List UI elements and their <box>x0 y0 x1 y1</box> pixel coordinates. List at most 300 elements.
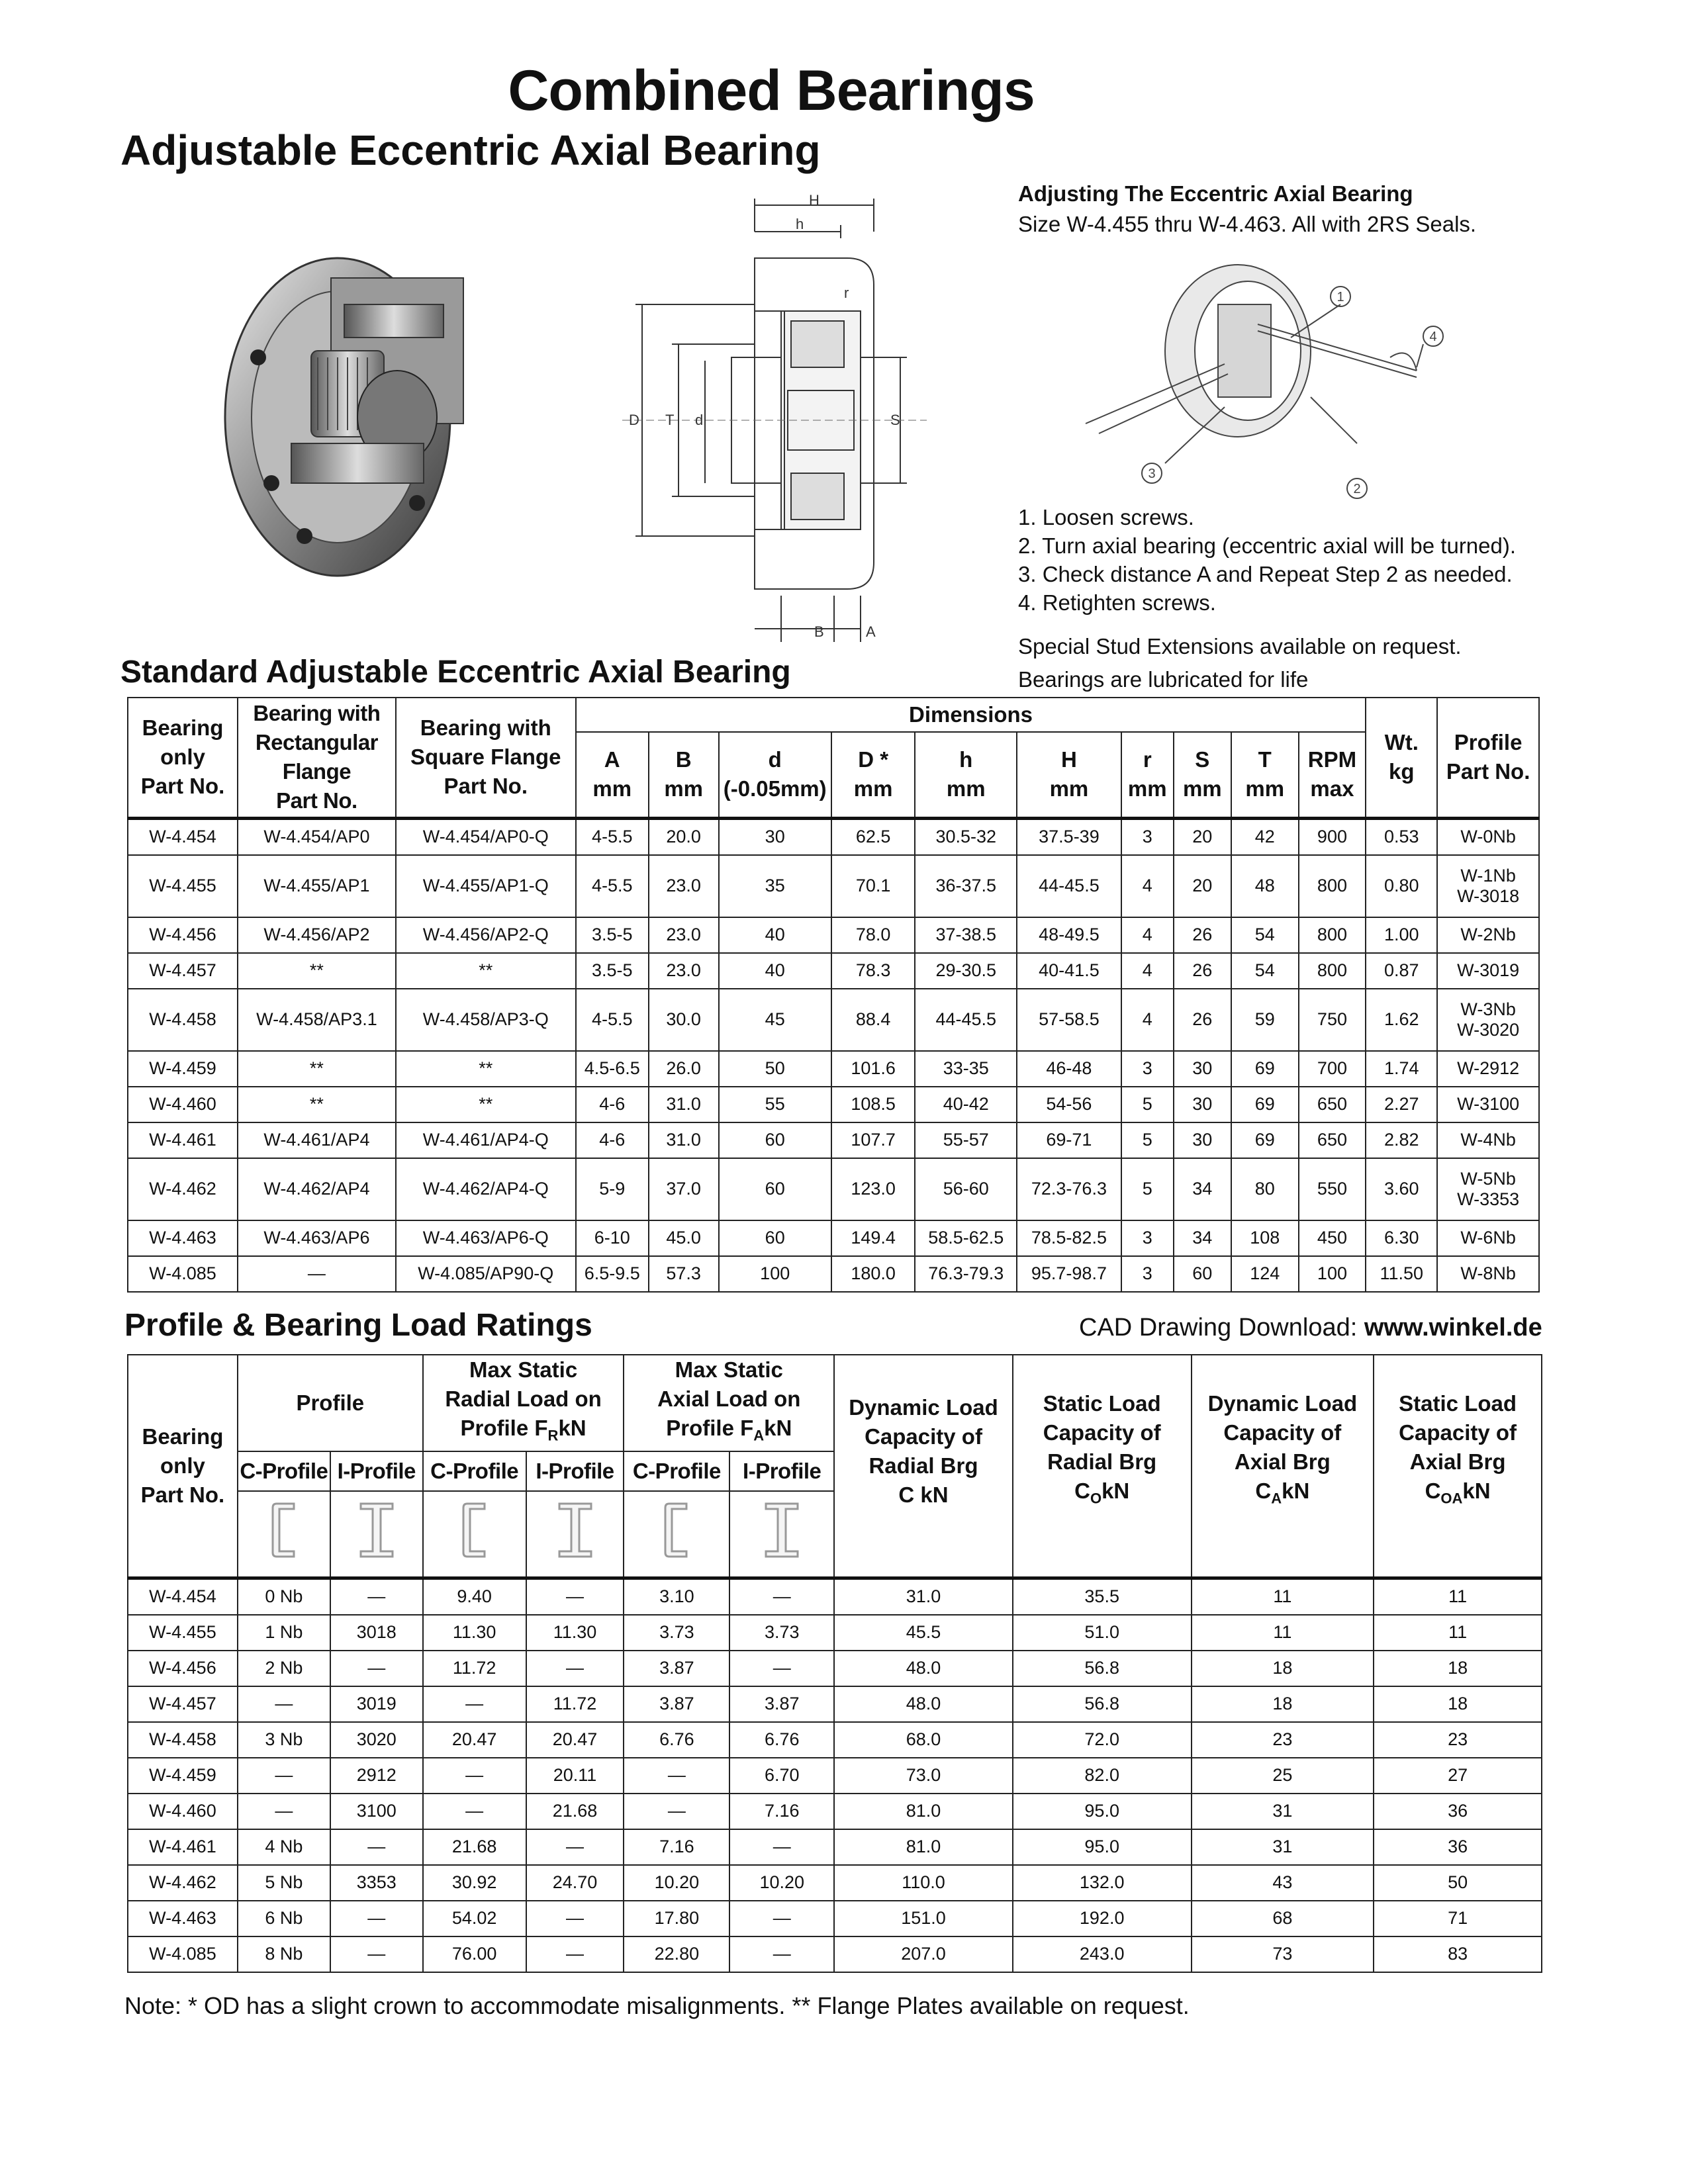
table-cell: W-4.458/AP3.1 <box>238 989 396 1051</box>
table-row <box>128 1158 1539 1220</box>
table-cell: 10.20 <box>729 1865 834 1901</box>
table-cell: 57.3 <box>649 1256 719 1292</box>
table-cell: 800 <box>1299 953 1366 989</box>
table-cell: 5 Nb <box>238 1865 330 1901</box>
table-cell: 151.0 <box>834 1901 1013 1936</box>
table-row <box>128 855 1539 917</box>
table-cell: 69 <box>1231 1122 1299 1158</box>
cad-link[interactable]: www.winkel.de <box>1364 1314 1542 1342</box>
header-T: T mm <box>1231 732 1299 818</box>
table-cell: — <box>624 1758 729 1794</box>
table-cell: 132.0 <box>1013 1865 1192 1901</box>
table-cell: W-4.456 <box>128 1651 238 1686</box>
lubrication-note: Bearings are lubricated for life <box>1018 667 1309 692</box>
table-cell: 56-60 <box>915 1158 1017 1220</box>
table-cell: — <box>423 1758 526 1794</box>
table-cell: 54-56 <box>1017 1087 1121 1122</box>
adjusting-subheading: Size W-4.455 thru W-4.463. All with 2RS Seals. <box>1018 212 1477 236</box>
table-cell: 48.0 <box>834 1686 1013 1722</box>
c-profile-icon <box>423 1491 526 1578</box>
table-row <box>128 1122 1539 1158</box>
table-cell: — <box>526 1651 624 1686</box>
table-cell: 149.4 <box>831 1220 915 1256</box>
table-cell: 69-71 <box>1017 1122 1121 1158</box>
table-cell: 110.0 <box>834 1865 1013 1901</box>
table-cell: ** <box>238 1087 396 1122</box>
table-cell: — <box>729 1578 834 1615</box>
table-cell: 50 <box>1374 1865 1542 1901</box>
table-cell: 54.02 <box>423 1901 526 1936</box>
table-cell: — <box>526 1936 624 1972</box>
table-cell: W-3100 <box>1437 1087 1539 1122</box>
table-cell: 27 <box>1374 1758 1542 1794</box>
table-cell: — <box>330 1901 423 1936</box>
table-cell: 30.0 <box>649 989 719 1051</box>
table-cell: 7.16 <box>624 1829 729 1865</box>
table-cell: 6.5-9.5 <box>576 1256 649 1292</box>
table-cell: 11 <box>1374 1615 1542 1651</box>
table-cell: 45.0 <box>649 1220 719 1256</box>
table-cell: 0.80 <box>1366 855 1437 917</box>
table-cell: 4-6 <box>576 1122 649 1158</box>
table-cell: — <box>526 1829 624 1865</box>
table-cell: 57-58.5 <box>1017 989 1121 1051</box>
footnote: Note: * OD has a slight crown to accommodate misalignments. ** Flange Plates available on request. <box>124 1992 1190 2019</box>
header-rpm: RPM max <box>1299 732 1366 818</box>
table-cell: 30.92 <box>423 1865 526 1901</box>
callout-2: 2 <box>1353 482 1361 496</box>
table-cell: 25 <box>1192 1758 1374 1794</box>
adjusting-notes <box>1018 630 1462 696</box>
table-cell: 46-48 <box>1017 1051 1121 1087</box>
header-i-profile: I-Profile <box>330 1451 423 1491</box>
table-cell: 11 <box>1192 1615 1374 1651</box>
table-cell: 3 <box>1121 1051 1174 1087</box>
table-cell: 76.3-79.3 <box>915 1256 1017 1292</box>
table-cell: 48-49.5 <box>1017 917 1121 953</box>
table-cell: 18 <box>1192 1651 1374 1686</box>
table-cell: 21.68 <box>526 1794 624 1829</box>
table-cell: 62.5 <box>831 818 915 855</box>
table-cell: 78.3 <box>831 953 915 989</box>
table-cell: 4-5.5 <box>576 818 649 855</box>
table-cell: 3 <box>1121 1256 1174 1292</box>
table-cell: W-4.460 <box>128 1794 238 1829</box>
table-cell: 31.0 <box>649 1087 719 1122</box>
table-cell: 5 <box>1121 1158 1174 1220</box>
table-cell: 42 <box>1231 818 1299 855</box>
table-cell: 78.0 <box>831 917 915 953</box>
table-cell: 55 <box>719 1087 831 1122</box>
table-row <box>128 1220 1539 1256</box>
table-cell: 58.5-62.5 <box>915 1220 1017 1256</box>
table-cell: ** <box>238 953 396 989</box>
table-cell: W-4.457 <box>128 953 238 989</box>
table-cell: 40 <box>719 953 831 989</box>
table-cell: 78.5-82.5 <box>1017 1220 1121 1256</box>
table-cell: 450 <box>1299 1220 1366 1256</box>
table-cell: ** <box>396 1051 576 1087</box>
table-cell: W-4.461 <box>128 1829 238 1865</box>
table-cell: 6.76 <box>624 1722 729 1758</box>
callout-4: 4 <box>1429 330 1437 344</box>
table-cell: — <box>238 1686 330 1722</box>
table-cell: 23.0 <box>649 917 719 953</box>
table-cell: 20.47 <box>526 1722 624 1758</box>
table-cell: W-2Nb <box>1437 917 1539 953</box>
table-cell: 60 <box>719 1220 831 1256</box>
table-row <box>128 1829 1542 1865</box>
step-item: 4. Retighten screws. <box>1018 590 1216 615</box>
table-cell: 81.0 <box>834 1829 1013 1865</box>
table-cell: 35 <box>719 855 831 917</box>
table-cell: 20.11 <box>526 1758 624 1794</box>
table-row <box>128 1758 1542 1794</box>
table-cell: ** <box>396 1087 576 1122</box>
cad-download-note <box>1079 1314 1542 1342</box>
table-cell: W-4.462/AP4 <box>238 1158 396 1220</box>
table-cell: 31.0 <box>649 1122 719 1158</box>
table-cell: — <box>729 1829 834 1865</box>
dimensions-table <box>127 697 1540 1293</box>
table-cell: 243.0 <box>1013 1936 1192 1972</box>
table-cell: — <box>729 1936 834 1972</box>
adjusting-steps <box>1018 503 1516 617</box>
table-cell: 108.5 <box>831 1087 915 1122</box>
table-cell: W-4.456/AP2 <box>238 917 396 953</box>
load-ratings-table <box>127 1354 1542 1973</box>
table-cell: 44-45.5 <box>915 989 1017 1051</box>
table-row <box>128 1901 1542 1936</box>
table-cell: 72.0 <box>1013 1722 1192 1758</box>
table-cell: — <box>330 1829 423 1865</box>
header-bearing-only: Bearing only Part No. <box>128 1355 238 1578</box>
table-cell: 9.40 <box>423 1578 526 1615</box>
table-row <box>128 818 1539 855</box>
table-cell: 50 <box>719 1051 831 1087</box>
table-cell: 4 <box>1121 855 1174 917</box>
table-cell: 51.0 <box>1013 1615 1192 1651</box>
table-cell: — <box>526 1901 624 1936</box>
label-A: A <box>866 623 876 640</box>
table-cell: 3 Nb <box>238 1722 330 1758</box>
table-cell: W-8Nb <box>1437 1256 1539 1292</box>
table-cell: W-4.457 <box>128 1686 238 1722</box>
table-cell: 30 <box>719 818 831 855</box>
table-cell: 26.0 <box>649 1051 719 1087</box>
table-cell: — <box>729 1901 834 1936</box>
table-cell: 40 <box>719 917 831 953</box>
table-cell: W-4.458 <box>128 989 238 1051</box>
table-cell: W-4.460 <box>128 1087 238 1122</box>
table-cell: 43 <box>1192 1865 1374 1901</box>
c-profile-icon <box>624 1491 729 1578</box>
table-cell: 73 <box>1192 1936 1374 1972</box>
table-cell: 60 <box>719 1122 831 1158</box>
table-cell: 30 <box>1174 1122 1231 1158</box>
header-static-radial: Static Load Capacity of Radial Brg $C_OkN$ <box>1013 1355 1192 1578</box>
header-d: d (-0.05mm) <box>719 732 831 818</box>
table-cell: W-4.456 <box>128 917 238 953</box>
table-cell: 123.0 <box>831 1158 915 1220</box>
table-cell: 800 <box>1299 855 1366 917</box>
table-cell: 5-9 <box>576 1158 649 1220</box>
table-cell: 26 <box>1174 953 1231 989</box>
table-cell: 700 <box>1299 1051 1366 1087</box>
table-cell: 37-38.5 <box>915 917 1017 953</box>
i-profile-icon <box>729 1491 834 1578</box>
table-cell: 3019 <box>330 1686 423 1722</box>
header-max-axial: Max Static Axial Load on Profile $F_AkN$ <box>624 1355 834 1451</box>
table-cell: 650 <box>1299 1087 1366 1122</box>
table-cell: 11.50 <box>1366 1256 1437 1292</box>
table-cell: 1.62 <box>1366 989 1437 1051</box>
table-cell: 3353 <box>330 1865 423 1901</box>
table-row <box>128 917 1539 953</box>
table-cell: 192.0 <box>1013 1901 1192 1936</box>
table-cell: 0.53 <box>1366 818 1437 855</box>
table-cell: W-4.454 <box>128 1578 238 1615</box>
label-d: d <box>695 412 704 428</box>
table-cell: 22.80 <box>624 1936 729 1972</box>
table-cell: — <box>238 1794 330 1829</box>
table-cell: W-4.459 <box>128 1051 238 1087</box>
step-item: 3. Check distance A and Repeat Step 2 as needed. <box>1018 562 1513 586</box>
table-cell: 4-5.5 <box>576 989 649 1051</box>
table-cell: 21.68 <box>423 1829 526 1865</box>
table-cell: 37.5-39 <box>1017 818 1121 855</box>
table-cell: W-4.454/AP0-Q <box>396 818 576 855</box>
table-row <box>128 1865 1542 1901</box>
table-cell: 100 <box>1299 1256 1366 1292</box>
table-cell: 11 <box>1192 1578 1374 1615</box>
header-B: B mm <box>649 732 719 818</box>
table-cell: W-4.461 <box>128 1122 238 1158</box>
table-cell: ** <box>396 953 576 989</box>
table-cell: W-4.458 <box>128 1722 238 1758</box>
table-row <box>128 1578 1542 1615</box>
table-cell: 45 <box>719 989 831 1051</box>
table-cell: 5 <box>1121 1087 1174 1122</box>
table-cell: W-4.458/AP3-Q <box>396 989 576 1051</box>
header-A: A mm <box>576 732 649 818</box>
table-cell: 3020 <box>330 1722 423 1758</box>
header-bearing-only: Bearing only Part No. <box>128 698 238 818</box>
table-cell: 101.6 <box>831 1051 915 1087</box>
cad-prefix: CAD Drawing Download: <box>1079 1314 1364 1342</box>
header-c-profile: C-Profile <box>238 1451 330 1491</box>
table-cell: 5 <box>1121 1122 1174 1158</box>
table-cell: 48 <box>1231 855 1299 917</box>
table-cell: 750 <box>1299 989 1366 1051</box>
table-cell: 4 <box>1121 953 1174 989</box>
table-cell: 83 <box>1374 1936 1542 1972</box>
table-cell: 10.20 <box>624 1865 729 1901</box>
table-row <box>128 1722 1542 1758</box>
label-h: h <box>796 216 804 232</box>
label-B: B <box>814 623 824 640</box>
table-cell: ** <box>238 1051 396 1087</box>
header-dynamic-axial: Dynamic Load Capacity of Axial Brg $C_AkN$ <box>1192 1355 1374 1578</box>
table-cell: 6 Nb <box>238 1901 330 1936</box>
header-weight: Wt. kg <box>1366 698 1437 818</box>
table-cell: W-4.455 <box>128 855 238 917</box>
table-cell: 24.70 <box>526 1865 624 1901</box>
bearing-section-drawing <box>622 192 927 642</box>
table-cell: 108 <box>1231 1220 1299 1256</box>
stud-extension-note: Special Stud Extensions available on request. <box>1018 634 1462 659</box>
table-cell: 2.82 <box>1366 1122 1437 1158</box>
table-row <box>128 1087 1539 1122</box>
header-square-flange: Bearing with Square Flange Part No. <box>396 698 576 818</box>
table-cell: 70.1 <box>831 855 915 917</box>
header-profile: Profile <box>238 1355 423 1451</box>
label-T: T <box>665 412 675 428</box>
table-cell: — <box>238 1758 330 1794</box>
table-cell: 40-42 <box>915 1087 1017 1122</box>
adjusting-illustration <box>1072 245 1483 503</box>
table-cell: 30 <box>1174 1051 1231 1087</box>
page-subtitle: Adjustable Eccentric Axial Bearing <box>120 126 821 174</box>
table-cell: 95.0 <box>1013 1794 1192 1829</box>
table-cell: 45.5 <box>834 1615 1013 1651</box>
table-cell: 23 <box>1192 1722 1374 1758</box>
table-cell: 4-5.5 <box>576 855 649 917</box>
table-cell: 20 <box>1174 855 1231 917</box>
table-cell: 8 Nb <box>238 1936 330 1972</box>
table-cell: W-5Nb W-3353 <box>1437 1158 1539 1220</box>
table-cell: 800 <box>1299 917 1366 953</box>
table-cell: 18 <box>1374 1651 1542 1686</box>
page-title: Combined Bearings <box>508 59 1035 122</box>
table-cell: 72.3-76.3 <box>1017 1158 1121 1220</box>
table-cell: W-4.085/AP90-Q <box>396 1256 576 1292</box>
header-rect-flange: Bearing with Rectangular Flange Part No. <box>238 698 396 818</box>
table-cell: 6.76 <box>729 1722 834 1758</box>
table-cell: 3.87 <box>729 1686 834 1722</box>
table-cell: 60 <box>1174 1256 1231 1292</box>
table-cell: — <box>423 1686 526 1722</box>
table-cell: 56.8 <box>1013 1686 1192 1722</box>
table-cell: 95.0 <box>1013 1829 1192 1865</box>
table-cell: 30.5-32 <box>915 818 1017 855</box>
table-cell: — <box>423 1794 526 1829</box>
table-cell: — <box>624 1794 729 1829</box>
table-cell: 33-35 <box>915 1051 1017 1087</box>
table-cell: W-0Nb <box>1437 818 1539 855</box>
table-cell: W-4.463/AP6 <box>238 1220 396 1256</box>
table-cell: W-3019 <box>1437 953 1539 989</box>
table-row <box>128 1256 1539 1292</box>
table-cell: 36 <box>1374 1794 1542 1829</box>
table-cell: 69 <box>1231 1087 1299 1122</box>
callout-1: 1 <box>1336 290 1344 304</box>
table-cell: 68 <box>1192 1901 1374 1936</box>
table-cell: 20.0 <box>649 818 719 855</box>
table-row <box>128 1936 1542 1972</box>
header-i-profile: I-Profile <box>729 1451 834 1491</box>
table-cell: W-4.454/AP0 <box>238 818 396 855</box>
table-cell: 4 <box>1121 989 1174 1051</box>
table-cell: 69 <box>1231 1051 1299 1087</box>
table-cell: 81.0 <box>834 1794 1013 1829</box>
table-cell: 4 <box>1121 917 1174 953</box>
label-H: H <box>809 192 820 208</box>
table-cell: 3.87 <box>624 1651 729 1686</box>
table-cell: — <box>729 1651 834 1686</box>
table-cell: — <box>526 1578 624 1615</box>
label-r: r <box>844 285 849 301</box>
table-cell: W-4.463/AP6-Q <box>396 1220 576 1256</box>
table-cell: 37.0 <box>649 1158 719 1220</box>
header-H: H mm <box>1017 732 1121 818</box>
header-dimensions: Dimensions <box>576 698 1366 732</box>
header-h: h mm <box>915 732 1017 818</box>
table-cell: 6.30 <box>1366 1220 1437 1256</box>
table-cell: W-4.462 <box>128 1865 238 1901</box>
table-cell: — <box>330 1578 423 1615</box>
table-cell: 17.80 <box>624 1901 729 1936</box>
header-max-radial: Max Static Radial Load on Profile $F_RkN$ <box>423 1355 624 1451</box>
table-cell: 71 <box>1374 1901 1542 1936</box>
table-row <box>128 1615 1542 1651</box>
bearing-cutaway-photo <box>212 225 496 596</box>
table-cell: 54 <box>1231 953 1299 989</box>
table-cell: 100 <box>719 1256 831 1292</box>
table-cell: — <box>330 1936 423 1972</box>
table-cell: 54 <box>1231 917 1299 953</box>
table-cell: 3.73 <box>729 1615 834 1651</box>
table-cell: 180.0 <box>831 1256 915 1292</box>
table-cell: 650 <box>1299 1122 1366 1158</box>
table-cell: W-4.455 <box>128 1615 238 1651</box>
table-cell: 36-37.5 <box>915 855 1017 917</box>
table-cell: 3018 <box>330 1615 423 1651</box>
table-cell: 1 Nb <box>238 1615 330 1651</box>
table-cell: 2912 <box>330 1758 423 1794</box>
table-row <box>128 1051 1539 1087</box>
table-cell: 3.10 <box>624 1578 729 1615</box>
i-profile-icon <box>330 1491 423 1578</box>
table-cell: W-4.459 <box>128 1758 238 1794</box>
table-cell: W-3Nb W-3020 <box>1437 989 1539 1051</box>
table-cell: 6-10 <box>576 1220 649 1256</box>
table-cell: 11.30 <box>526 1615 624 1651</box>
table-cell: 68.0 <box>834 1722 1013 1758</box>
table-cell: 1.00 <box>1366 917 1437 953</box>
table-cell: 40-41.5 <box>1017 953 1121 989</box>
header-static-axial: Static Load Capacity of Axial Brg $C_{OA}kN$ <box>1374 1355 1542 1578</box>
section-load-ratings-title: Profile & Bearing Load Ratings <box>124 1308 592 1343</box>
table-cell: W-4.462 <box>128 1158 238 1220</box>
table-cell: 1.74 <box>1366 1051 1437 1087</box>
table-row <box>128 1651 1542 1686</box>
table-cell: W-4.456/AP2-Q <box>396 917 576 953</box>
table-cell: 3.87 <box>624 1686 729 1722</box>
table-cell: 11 <box>1374 1578 1542 1615</box>
table-cell: W-1Nb W-3018 <box>1437 855 1539 917</box>
table-cell: 36 <box>1374 1829 1542 1865</box>
table-cell: 6.70 <box>729 1758 834 1794</box>
table-cell: 3.5-5 <box>576 953 649 989</box>
header-r: r mm <box>1121 732 1174 818</box>
table-cell: 23.0 <box>649 953 719 989</box>
table-row <box>128 1686 1542 1722</box>
table-cell: 31.0 <box>834 1578 1013 1615</box>
table-cell: 207.0 <box>834 1936 1013 1972</box>
table-cell: 56.8 <box>1013 1651 1192 1686</box>
table-cell: 11.72 <box>526 1686 624 1722</box>
